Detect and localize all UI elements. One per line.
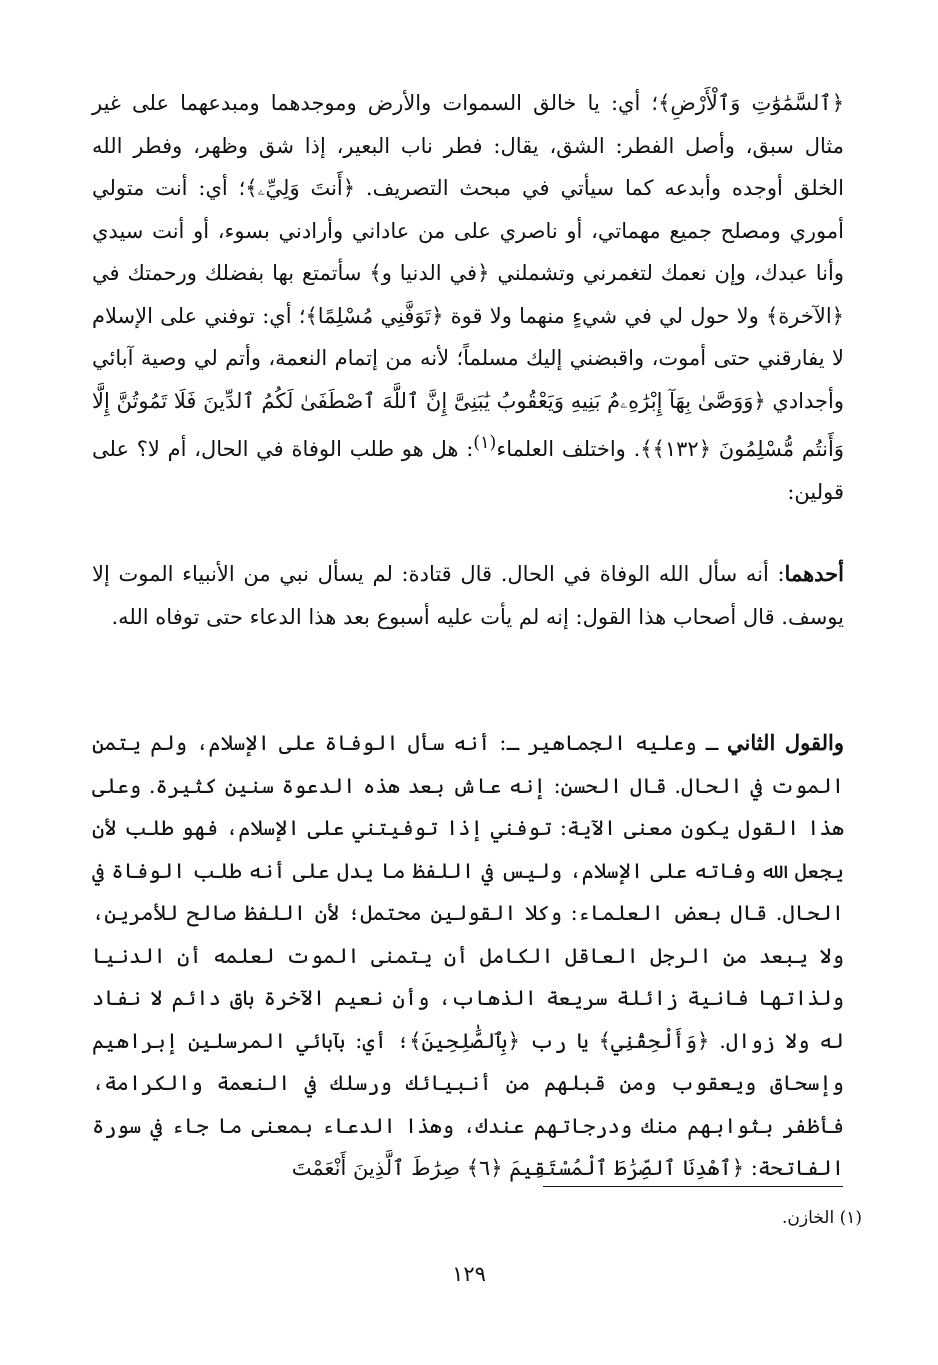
paragraph-3 [92, 722, 844, 1190]
footnote [362, 1205, 862, 1231]
paragraph-1 [92, 82, 844, 513]
paragraph-1-end: : هل هو طلب الوفاة في الحال، أم لا؟ على قولين: [92, 437, 844, 504]
paragraph-2-lead: أحدهما [784, 561, 844, 586]
page-number: ١٢٩ [452, 1262, 486, 1286]
footnote-text: الخازن. [782, 1208, 840, 1228]
footnote-divider [543, 1186, 843, 1187]
footnote-marker: (١) [839, 1208, 862, 1228]
paragraph-2-text: : أنه سأل الله الوفاة في الحال. قال قتادة: لم يسأل نبي من الأنبياء الموت إلا يوسف. قال أصحاب هذا القول: إنه لم يأت عليه أسبوع بعد هذا الدعاء حتى توفاه الله. [92, 562, 844, 629]
paragraph-2 [92, 553, 844, 638]
footnote-reference[interactable]: (١) [473, 433, 497, 453]
paragraph-1-text: ﴿ٱلسَّمَٰوَٰتِ وَٱلْأَرْضِ﴾؛ أي: يا خالق السموات والأرض وموجدهما ومبدعهما على غير مثال سبق، وأصل الفطر: الشق، يقال: فطر ناب البعير، إذا شق وظهر، وفطر الله الخلق أوجده وأبدعه كما سيأتي في مبحث التصريف. ﴿أَنتَ وَلِيِّۦ﴾؛ أي: أنت متولي أموري ومصلح جميع مهماتي، أو ناصري على من عاداني وأرادني بسوء، أو أنت سيدي وأنا عبدك، وإن نعمك لتغمرني وتشملني ﴿في الدنيا و﴾ سأتمتع بها بفضلك ورحمتك في ﴿الآخرة﴾ ولا حول لي في شيءٍ منهما ولا قوة ﴿تَوَفَّنِي مُسْلِمًا﴾؛ أي: توفني على الإسلام لا يفارقني حتى أموت، واقبضني إليك مسلماً؛ لأنه من إتمام النعمة، وأتم لي وصية آبائي وأجدادي ﴿وَوَصَّىٰ بِهَآ إِبْرَٰهِۦمُ بَنِيهِ وَيَعْقُوبُ يَٰبَنِىَّ إِنَّ ٱللَّهَ ٱصْطَفَىٰ لَكُمُ ٱلدِّينَ فَلَا تَمُوتُنَّ إِلَّا وَأَنتُم مُّسْلِمُونَ ﴿١٣٢﴾﴾. واختلف العلماء [92, 91, 844, 461]
paragraph-3-lead: والقول الثاني [726, 730, 845, 755]
paragraph-3-text: ـ وعليه الجماهير ـ: أنه سأل الوفاة على الإسلام، ولم يتمن الموت في الحال. قال الحسن: إنه عاش بعد هذه الدعوة سنين كثيرة. وعلى هذا القول يكون معنى الآية: توفني إذا توفيتني على الإسلام، فهو طلب لأن يجعل الله وفاته على الإسلام، وليس في اللفظ ما يدل على أنه طلب الوفاة في الحال. قال بعض العلماء: وكلا القولين محتمل؛ لأن اللفظ صالح للأمرين، ولا يبعد من الرجل العاقل الكامل أن يتمنى الموت لعلمه أن الدنيا ولذاتها فانية زائلة سريعة الذهاب، وأن نعيم الآخرة باق دائم لا نفاد له ولا زوال. ﴿وَأَلْحِقْنِي﴾ يا رب ﴿بِٱلصَّٰلِحِينَ﴾؛ أي: بآبائي المرسلين إبراهيم وإسحاق ويعقوب ومن قبلهم من أنبيائك ورسلك في النعمة والكرامة، فأظفر بثوابهم منك ودرجاتهم عندك، وهذا الدعاء بمعنى ما جاء في سورة الفاتحة: ﴿ٱهْدِنَا ٱلصِّرَٰطَ ٱلْمُسْتَقِيمَ ﴿٦﴾ صِرَٰطَ ٱلَّذِينَ أَنْعَمْتَ [92, 731, 844, 1180]
